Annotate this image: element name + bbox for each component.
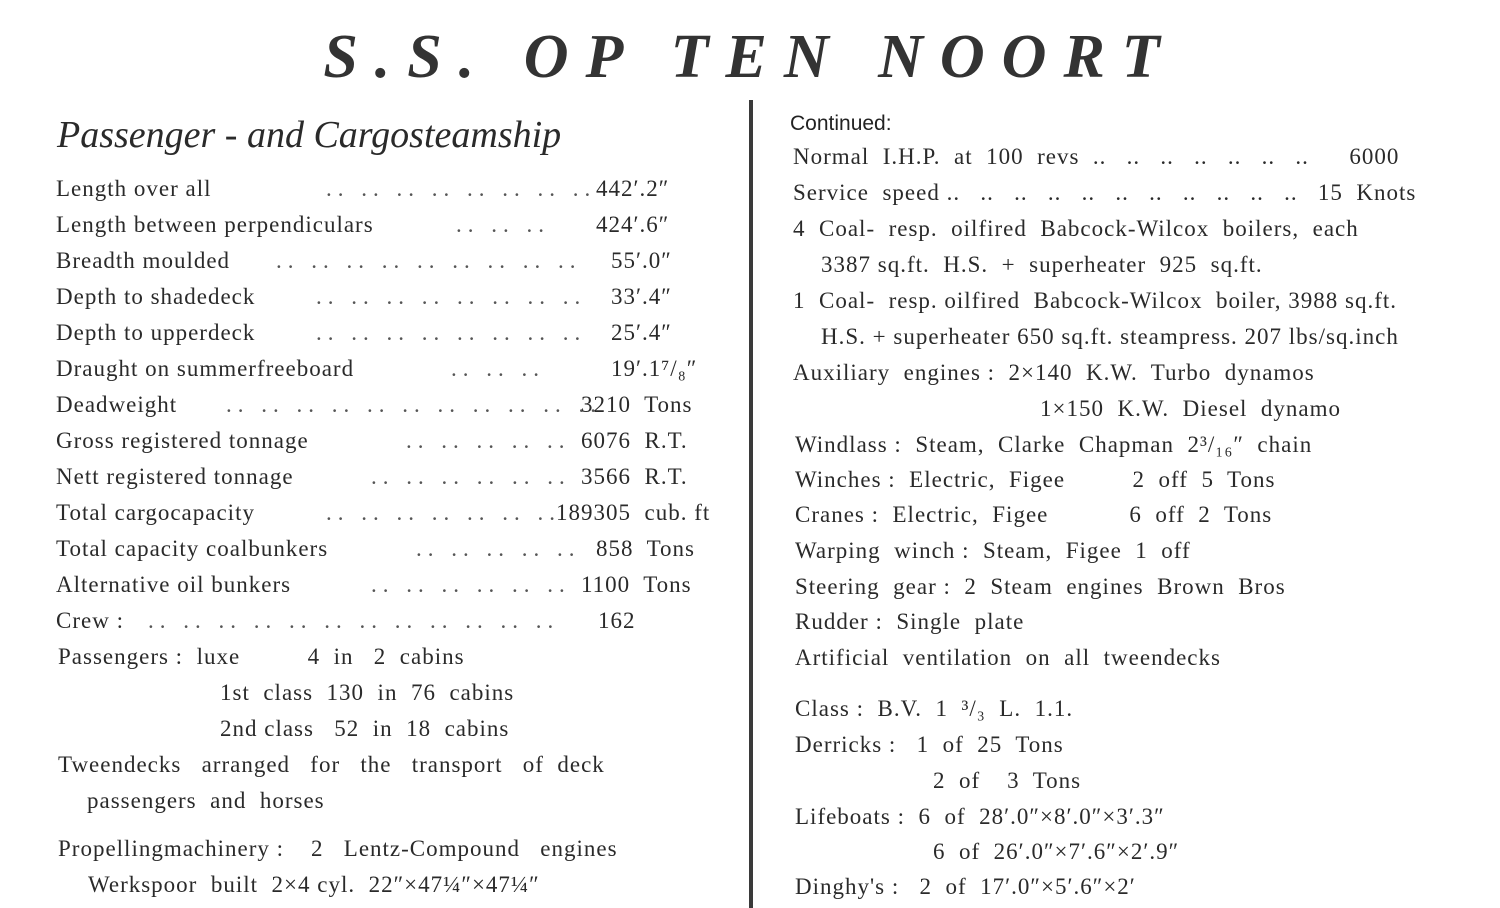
spec-line: Derricks : 1 of 25 Tons [795, 732, 1064, 757]
leader-dots: .. .. .. .. .. .. .. .. [326, 176, 597, 201]
spec-label: Depth to shadedeck [56, 284, 256, 309]
leader-dots: .. .. .. .. .. [406, 428, 571, 453]
spec-line: Auxiliary engines : 2×140 K.W. Turbo dynamos [793, 360, 1315, 385]
spec-line: Class : B.V. 1 ³/₃ L. 1.1. [795, 696, 1074, 721]
spec-value: 1100 Tons [581, 572, 692, 597]
spec-value: 19′.1⁷/₈″ [611, 356, 698, 381]
spec-label: Total cargocapacity [56, 500, 255, 525]
spec-line: H.S. + superheater 650 sq.ft. steampress. 207 lbs/sq.inch [821, 324, 1399, 349]
spec-label: Length between perpendiculars [56, 212, 374, 237]
leader-dots: .. .. .. .. .. .. .. [326, 500, 561, 525]
spec-label: Nett registered tonnage [56, 464, 294, 489]
spec-row [56, 388, 736, 422]
spec-value: 162 [598, 608, 636, 633]
leader-dots: .. .. .. [456, 212, 550, 237]
spec-value: 3210 Tons [581, 392, 693, 417]
subtitle: Passenger - and Cargosteamship [57, 114, 562, 156]
spec-row [56, 496, 736, 530]
spec-row [56, 532, 736, 566]
spec-line: Warping winch : Steam, Figee 1 off [795, 538, 1191, 563]
spec-value: 3566 R.T. [581, 464, 688, 489]
machinery-line: Propellingmachinery : 2 Lentz-Compound engines [58, 836, 618, 861]
spec-line: Artificial ventilation on all tweendecks [795, 645, 1221, 670]
passengers-line: Passengers : luxe 4 in 2 cabins [58, 644, 465, 669]
leader-dots: .. .. .. .. .. .. .. .. [316, 320, 587, 345]
spec-label: Gross registered tonnage [56, 428, 309, 453]
tweendecks-line: passengers and horses [87, 788, 325, 813]
spec-line: 2 of 3 Tons [933, 768, 1082, 793]
spec-line: 3387 sq.ft. H.S. + superheater 925 sq.ft. [821, 252, 1263, 277]
tweendecks-line: Tweendecks arranged for the transport of deck [58, 752, 605, 777]
spec-row [56, 352, 736, 386]
passengers-line: 2nd class 52 in 18 cabins [220, 716, 510, 741]
spec-line: 1 Coal- resp. oilfired Babcock-Wilcox boiler, 3988 sq.ft. [793, 288, 1397, 313]
spec-line: Dinghy's : 2 of 17′.0″×5′.6″×2′ [795, 874, 1136, 899]
spec-line: 6 of 26′.0″×7′.6″×2′.9″ [933, 839, 1180, 864]
spec-row [56, 208, 736, 242]
leader-dots: .. .. .. .. .. .. [371, 464, 571, 489]
continued-label: Continued: [790, 112, 892, 135]
spec-row [56, 568, 736, 602]
spec-value: 33′.4″ [611, 284, 672, 309]
spec-label: Breadth moulded [56, 248, 231, 273]
spec-line: Lifeboats : 6 of 28′.0″×8′.0″×3′.3″ [795, 804, 1165, 829]
leader-dots: .. .. .. .. .. .. [371, 572, 571, 597]
leader-dots: .. .. .. .. .. .. .. .. .. .. .. [226, 392, 602, 417]
spec-value: 442′.2″ [596, 176, 670, 201]
spec-line: Cranes : Electric, Figee 6 off 2 Tons [795, 502, 1273, 527]
leader-dots: .. .. .. .. .. .. .. .. .. .. .. .. [148, 608, 560, 633]
spec-row [56, 280, 736, 314]
spec-label: Crew : [56, 608, 124, 633]
leader-dots: .. .. .. .. .. [416, 536, 581, 561]
spec-line: Winches : Electric, Figee 2 off 5 Tons [795, 467, 1276, 492]
spec-line: 4 Coal- resp. oilfired Babcock-Wilcox boilers, each [793, 216, 1359, 241]
spec-line: Service speed .. .. .. .. .. .. .. .. .. .. .. 15 Knots [793, 180, 1417, 205]
spec-line: Normal I.H.P. at 100 revs .. .. .. .. .. .. .. 6000 [793, 144, 1400, 169]
column-divider [749, 100, 753, 908]
spec-label: Depth to upperdeck [56, 320, 256, 345]
leader-dots: .. .. .. [451, 356, 545, 381]
leader-dots: .. .. .. .. .. .. .. .. [316, 284, 587, 309]
spec-line: Windlass : Steam, Clarke Chapman 2³/₁₆″ chain [795, 432, 1313, 457]
spec-label: Deadweight [56, 392, 178, 417]
spec-row [56, 604, 736, 638]
spec-value: 858 Tons [596, 536, 695, 561]
spec-label: Length over all [56, 176, 212, 201]
spec-label: Total capacity coalbunkers [56, 536, 329, 561]
page-title: S.S. OP TEN NOORT [323, 23, 1177, 91]
spec-line: 1×150 K.W. Diesel dynamo [1040, 396, 1342, 421]
machinery-line: Werkspoor built 2×4 cyl. 22″×47¼″×47¼″ [88, 872, 540, 897]
spec-row [56, 460, 736, 494]
spec-row [56, 244, 736, 278]
spec-value: 6076 R.T. [581, 428, 688, 453]
spec-value: 25′.4″ [611, 320, 672, 345]
spec-label: Alternative oil bunkers [56, 572, 292, 597]
spec-row [56, 316, 736, 350]
spec-value: 424′.6″ [596, 212, 670, 237]
spec-label: Draught on summerfreeboard [56, 356, 355, 381]
spec-value: 55′.0″ [611, 248, 672, 273]
passengers-line: 1st class 130 in 76 cabins [220, 680, 515, 705]
spec-value: 189305 cub. ft [556, 500, 711, 525]
spec-line: Rudder : Single plate [795, 609, 1025, 634]
spec-row [56, 424, 736, 458]
leader-dots: .. .. .. .. .. .. .. .. .. [276, 248, 582, 273]
spec-row [56, 172, 736, 206]
spec-line: Steering gear : 2 Steam engines Brown Bros [795, 574, 1286, 599]
